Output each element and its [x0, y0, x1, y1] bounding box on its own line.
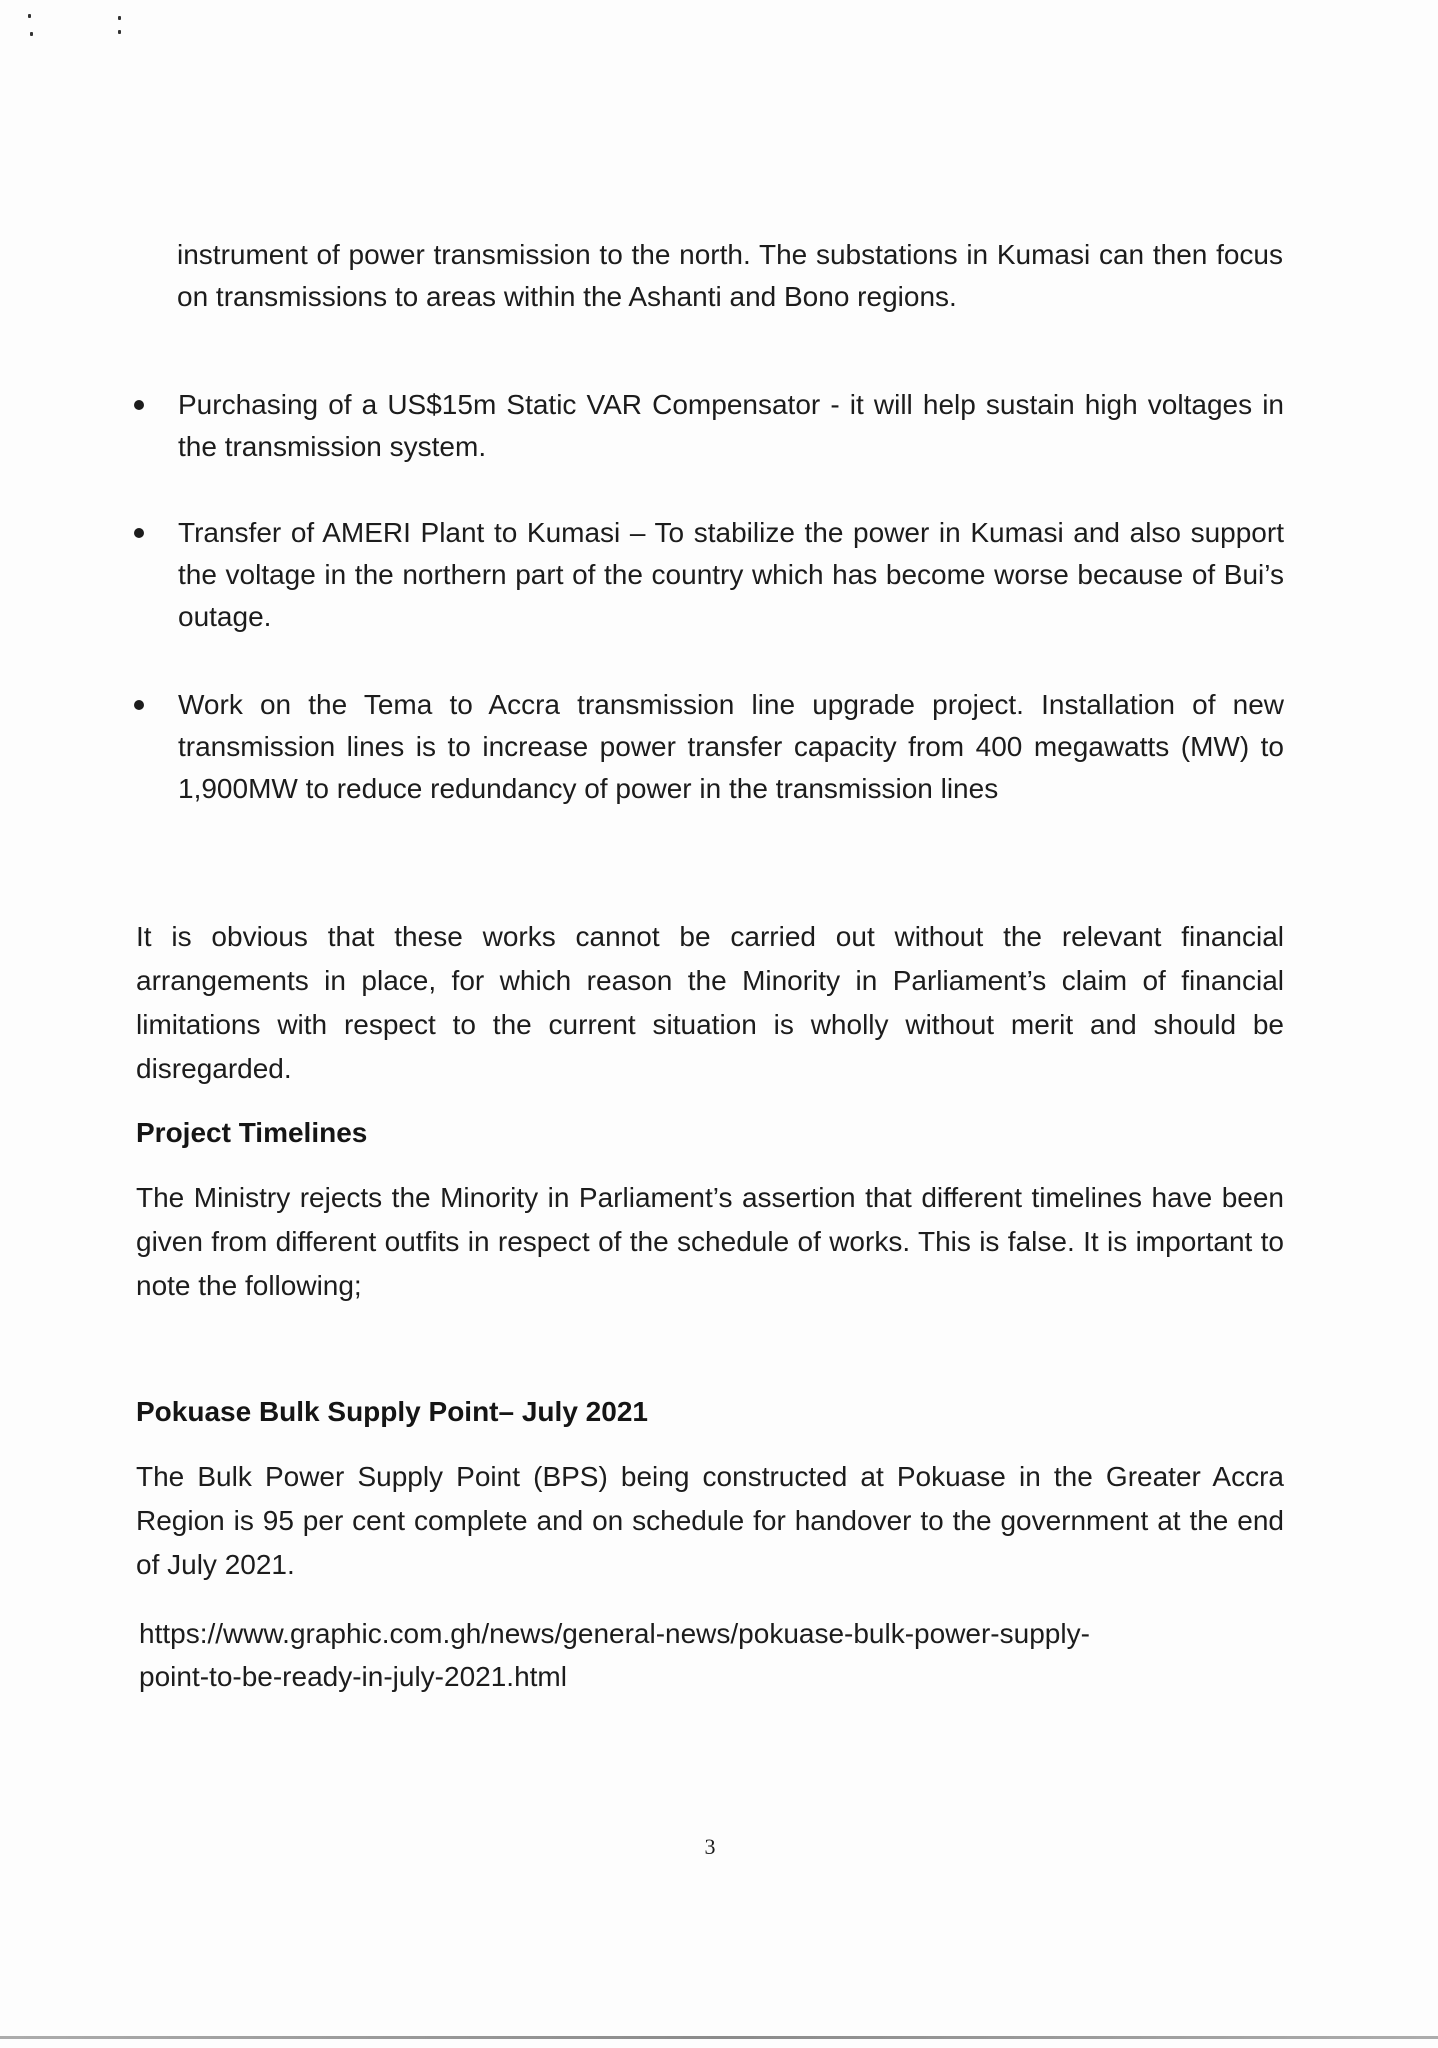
bullet-icon — [134, 528, 144, 538]
bullet-text: Purchasing of a US$15m Static VAR Compensator - it will help sustain high voltages in the transmission system. — [178, 389, 1284, 462]
project-timelines-heading: Project Timelines — [136, 1117, 368, 1148]
pokuase-paragraph: The Bulk Power Supply Point (BPS) being constructed at Pokuase in the Greater Accra Region is 95 per cent complete and on schedule for handover to the government at the end of July 2021. — [136, 1461, 1284, 1580]
page-bottom-edge — [0, 2036, 1438, 2039]
bullet-text: Transfer of AMERI Plant to Kumasi – To stabilize the power in Kumasi and also support the voltage in the northern part of the country which has become worse because of Bui’s outage. — [178, 517, 1284, 632]
project-timelines-paragraph: The Ministry rejects the Minority in Parliament’s assertion that different timelines have been given from different outfits in respect of the schedule of works. This is false. It is important to note the following; — [136, 1182, 1284, 1301]
bullet-icon — [134, 700, 144, 710]
page-number: 3 — [704, 1834, 716, 1859]
scan-mark — [118, 16, 121, 20]
scan-mark — [30, 32, 33, 36]
scan-mark — [118, 30, 121, 34]
scan-mark — [28, 14, 31, 18]
source-link-line-1[interactable]: https://www.graphic.com.gh/news/general-news/pokuase-bulk-power-supply- — [139, 1618, 1090, 1649]
pokuase-heading: Pokuase Bulk Supply Point– July 2021 — [136, 1396, 648, 1427]
bullet-icon — [134, 400, 144, 410]
bullet-text: Work on the Tema to Accra transmission line upgrade project. Installation of new transmission lines is to increase power transfer capacity from 400 megawatts (MW) to 1,900MW to reduce redundancy of power in the transmission lines — [178, 689, 1284, 804]
financial-arrangements-paragraph: It is obvious that these works cannot be carried out without the relevant financial arrangements in place, for which reason the Minority in Parliament’s claim of financial limitations with respect to the current situation is wholly without merit and should be disregarded. — [136, 921, 1284, 1084]
intro-continuation-paragraph: instrument of power transmission to the north. The substations in Kumasi can then focus on transmissions to areas within the Ashanti and Bono regions. — [177, 239, 1283, 312]
source-link-line-2[interactable]: point-to-be-ready-in-july-2021.html — [139, 1661, 567, 1692]
